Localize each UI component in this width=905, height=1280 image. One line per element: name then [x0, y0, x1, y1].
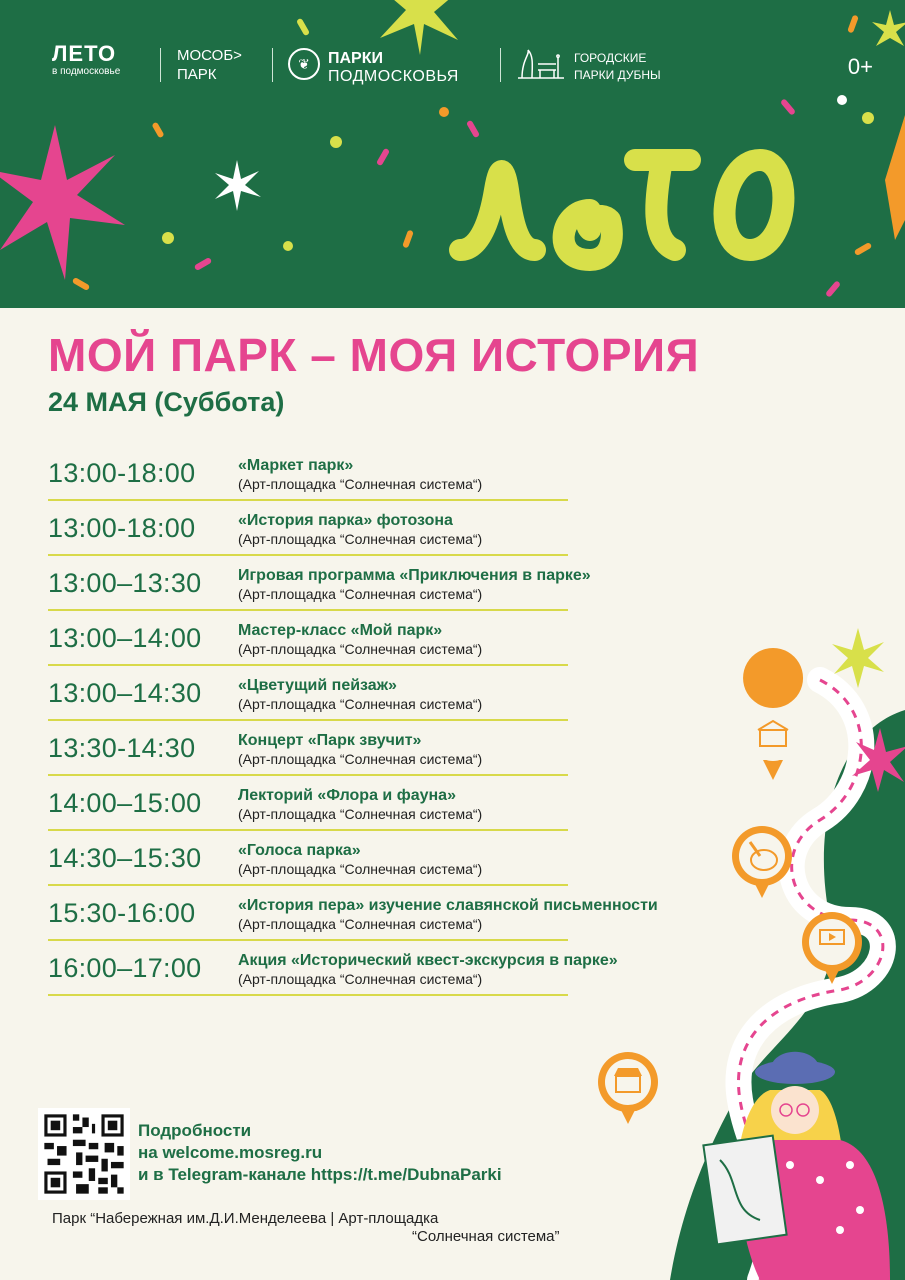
- schedule-row: [48, 507, 748, 562]
- row-divider: [48, 664, 568, 666]
- mosobl-line2: ПАРК: [177, 66, 217, 83]
- schedule-time: 14:00–15:00: [48, 788, 202, 818]
- event-date: 24 МАЯ (Суббота): [48, 387, 285, 417]
- mosobl-line1: МОСОБ>: [177, 47, 242, 64]
- qr-code[interactable]: [38, 1108, 130, 1200]
- schedule-title: «История пера» изучение славянской письменности: [238, 897, 658, 914]
- parki-line1: ПАРКИ: [328, 50, 383, 67]
- schedule-location: (Арт-площадка “Солнечная система“): [238, 751, 483, 767]
- dubna-text: [574, 50, 661, 84]
- details-block: [138, 1120, 502, 1186]
- dubna-line1: ГОРОДСКИЕ: [574, 51, 647, 65]
- schedule-location: (Арт-площадка “Солнечная система“): [238, 586, 483, 602]
- mosoblpark-logo: [177, 46, 242, 84]
- park-path-illustration: [590, 620, 905, 1280]
- schedule-time: 16:00–17:00: [48, 953, 202, 983]
- schedule-title: Лекторий «Флора и фауна»: [238, 787, 456, 804]
- schedule-title: «Цветущий пейзаж»: [238, 677, 397, 694]
- leaf-icon: ❦: [288, 48, 320, 80]
- logo-divider: [272, 48, 273, 82]
- logo-divider: [500, 48, 501, 82]
- row-divider: [48, 829, 568, 831]
- row-divider: [48, 719, 568, 721]
- row-divider: [48, 774, 568, 776]
- market-stall-pin-icon: [598, 1052, 658, 1124]
- schedule-time: 13:00-18:00: [48, 458, 196, 488]
- dubna-line2: ПАРКИ ДУБНЫ: [574, 68, 661, 82]
- age-rating: 0+: [847, 54, 873, 79]
- leto-handwritten-title: [440, 100, 840, 290]
- header-banner: [0, 0, 905, 308]
- museum-pin-icon: [743, 648, 803, 780]
- details-line1: Подробности: [138, 1121, 252, 1140]
- schedule-time: 13:00–14:00: [48, 623, 202, 653]
- schedule-location: (Арт-площадка “Солнечная система“): [238, 696, 483, 712]
- schedule-row: [48, 562, 748, 617]
- venue-line1: Парк “Набережная им.Д.И.Менделеева | Арт-площадка: [52, 1210, 439, 1227]
- leto-logo: [52, 42, 120, 78]
- row-divider: [48, 609, 568, 611]
- schedule-location: (Арт-площадка “Солнечная система“): [238, 916, 483, 932]
- schedule-row: [48, 452, 748, 507]
- schedule-title: Акция «Исторический квест-экскурсия в парке»: [238, 952, 618, 969]
- schedule-time: 15:30-16:00: [48, 898, 196, 928]
- logo-divider: [160, 48, 161, 82]
- schedule-location: (Арт-площадка “Солнечная система“): [238, 476, 483, 492]
- partner-logos: [0, 40, 905, 90]
- schedule-location: (Арт-площадка “Солнечная система“): [238, 531, 483, 547]
- leto-logo-subtitle: в подмосковье: [52, 66, 121, 77]
- schedule-location: (Арт-площадка “Солнечная система“): [238, 806, 483, 822]
- leto-logo-text: ЛЕТО: [52, 41, 117, 66]
- park-bench-icon: [516, 48, 566, 80]
- row-divider: [48, 499, 568, 501]
- schedule-time: 13:00–13:30: [48, 568, 202, 598]
- leto-title-text: лето: [440, 100, 443, 101]
- schedule-title: «Маркет парк»: [238, 457, 354, 474]
- schedule-time: 13:00–14:30: [48, 678, 202, 708]
- row-divider: [48, 939, 568, 941]
- schedule-time: 13:30-14:30: [48, 733, 196, 763]
- schedule-title: Игровая программа «Приключения в парке»: [238, 567, 591, 584]
- schedule-title: Мастер-класс «Мой парк»: [238, 622, 443, 639]
- row-divider: [48, 884, 568, 886]
- schedule-time: 13:00-18:00: [48, 513, 196, 543]
- event-title: МОЙ ПАРК – МОЯ ИСТОРИЯ: [48, 329, 700, 381]
- venue-line2: “Солнечная система”: [412, 1228, 560, 1245]
- details-telegram-link[interactable]: и в Telegram-канале https://t.me/DubnaParki: [138, 1165, 502, 1184]
- parki-line2: ПОДМОСКОВЬЯ: [328, 68, 459, 85]
- schedule-title: «Голоса парка»: [238, 842, 361, 859]
- schedule-location: (Арт-площадка “Солнечная система“): [238, 971, 483, 987]
- schedule-title: Концерт «Парк звучит»: [238, 732, 422, 749]
- schedule-location: (Арт-площадка “Солнечная система“): [238, 641, 483, 657]
- row-divider: [48, 994, 568, 996]
- schedule-title: «История парка» фотозона: [238, 512, 453, 529]
- schedule-time: 14:30–15:30: [48, 843, 202, 873]
- details-website-link[interactable]: на welcome.mosreg.ru: [138, 1143, 323, 1162]
- schedule-location: (Арт-площадка “Солнечная система“): [238, 861, 483, 877]
- row-divider: [48, 554, 568, 556]
